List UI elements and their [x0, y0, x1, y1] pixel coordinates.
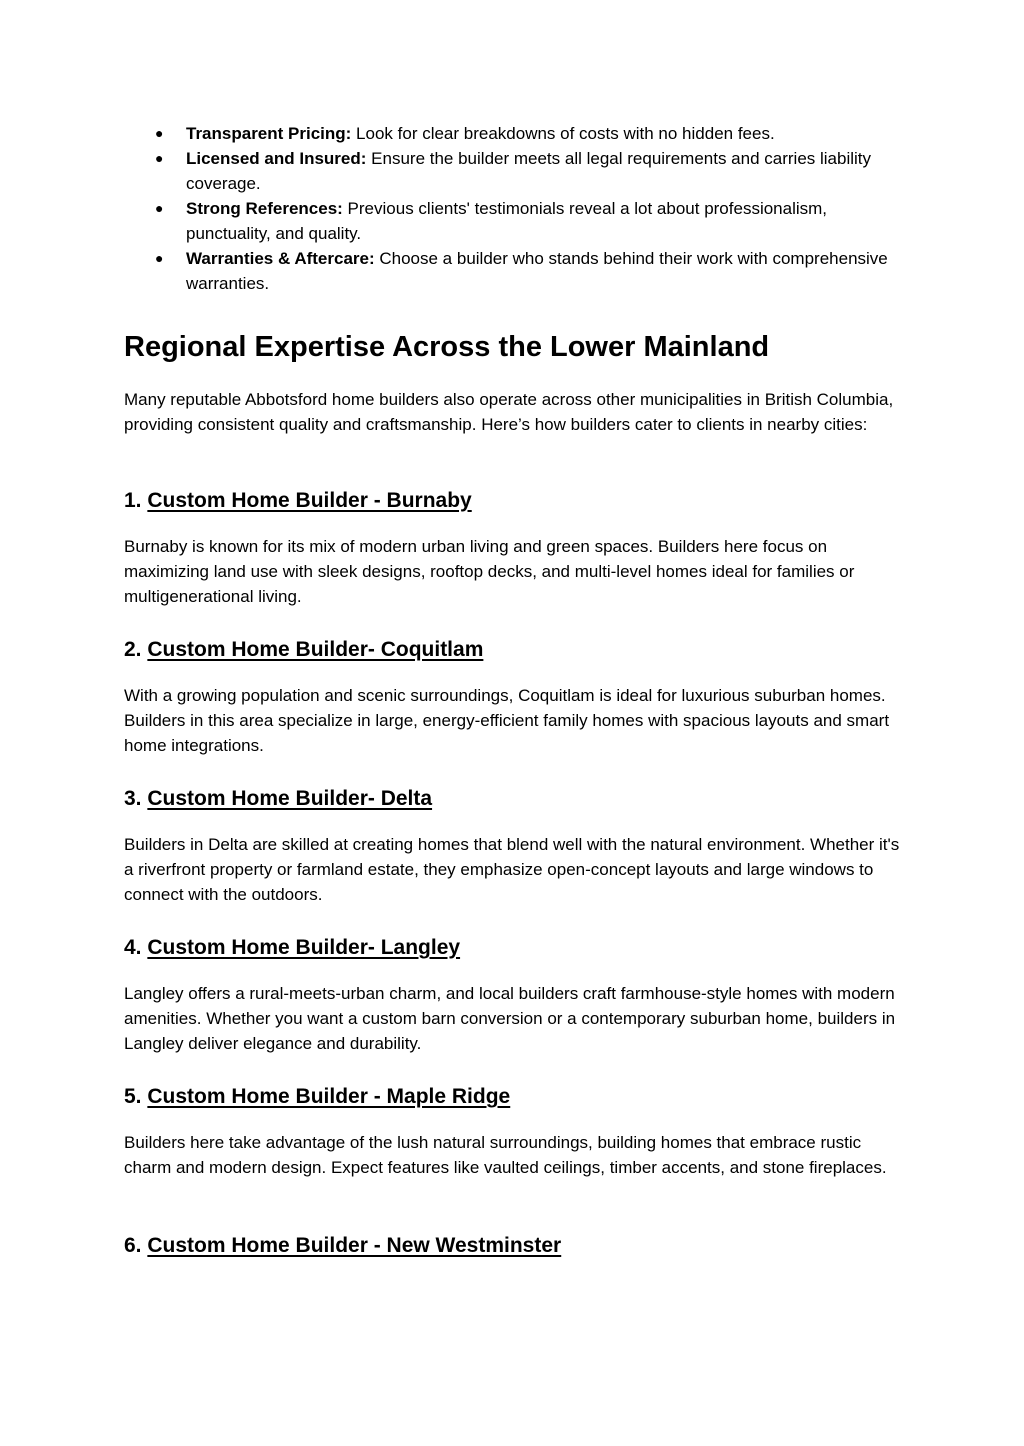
- city-number: 3.: [124, 787, 142, 810]
- city-number: 2.: [124, 638, 142, 661]
- city-description: With a growing population and scenic surroundings, Coquitlam is ideal for luxurious suburban homes. Builders in this area specialize in large, energy-efficient family homes with spacious layouts and smart home integrations.: [124, 686, 890, 755]
- bullet-icon: ●: [155, 125, 164, 141]
- city-heading: [124, 1231, 904, 1261]
- city-heading: [124, 1082, 904, 1112]
- bullet-icon: ●: [155, 200, 164, 216]
- city-link-burnaby[interactable]: Custom Home Builder - Burnaby: [147, 489, 472, 512]
- list-item-text: Choose a builder who stands behind their work with comprehensive warranties.: [186, 249, 888, 293]
- city-number: 1.: [124, 489, 142, 512]
- list-item-text: Look for clear breakdowns of costs with no hidden fees.: [351, 124, 775, 143]
- list-item-label: Strong References:: [186, 199, 343, 218]
- city-link-new-westminster[interactable]: Custom Home Builder - New Westminster: [147, 1234, 562, 1257]
- city-heading: [124, 486, 904, 516]
- list-item-label: Licensed and Insured:: [186, 149, 367, 168]
- city-link-coquitlam[interactable]: Custom Home Builder- Coquitlam: [147, 638, 484, 661]
- city-link-delta[interactable]: Custom Home Builder- Delta: [147, 787, 433, 810]
- list-item-text: Ensure the builder meets all legal requirements and carries liability coverage.: [186, 149, 872, 193]
- list-item: [124, 246, 904, 296]
- city-heading: [124, 784, 904, 814]
- list-item: [124, 121, 904, 146]
- city-heading: [124, 933, 904, 963]
- list-item: [124, 146, 904, 196]
- list-item-label: Transparent Pricing:: [186, 124, 352, 143]
- city-description: Burnaby is known for its mix of modern urban living and green spaces. Builders here focus on maximizing land use with sleek designs, rooftop decks, and multi-level homes ideal for families or multigenerational living.: [124, 537, 855, 606]
- bullet-icon: ●: [155, 150, 164, 166]
- section-heading: Regional Expertise Across the Lower Mainland: [124, 331, 770, 363]
- city-description: Builders in Delta are skilled at creating homes that blend well with the natural environment. Whether it's a riverfront property or farmland estate, they emphasize open-concept layouts and large windows to connect with the outdoors.: [124, 835, 900, 904]
- bullet-icon: ●: [155, 250, 164, 266]
- city-section-new-westminster: [124, 1231, 904, 1261]
- city-link-maple-ridge[interactable]: Custom Home Builder - Maple Ridge: [147, 1085, 511, 1108]
- city-number: 6.: [124, 1234, 142, 1257]
- city-number: 4.: [124, 936, 142, 959]
- intro-paragraph: Many reputable Abbotsford home builders also operate across other municipalities in British Columbia, providing consistent quality and craftsmanship. Here’s how builders cater to clients in nearby cities:: [124, 390, 894, 434]
- city-link-langley[interactable]: Custom Home Builder- Langley: [147, 936, 461, 959]
- city-section-burnaby: [124, 486, 904, 609]
- list-item-label: Warranties & Aftercare:: [186, 249, 375, 268]
- city-description: Builders here take advantage of the lush natural surroundings, building homes that embrace rustic charm and modern design. Expect features like vaulted ceilings, timber accents, and stone fireplaces.: [124, 1133, 887, 1177]
- city-description: Langley offers a rural-meets-urban charm, and local builders craft farmhouse-style homes with modern amenities. Whether you want a custom barn conversion or a contemporary suburban home, builders in Langley deliver elegance and durability.: [124, 984, 896, 1053]
- city-section-maple-ridge: [124, 1082, 904, 1180]
- city-heading: [124, 635, 904, 665]
- city-section-coquitlam: [124, 635, 904, 758]
- city-section-delta: [124, 784, 904, 907]
- criteria-list: [124, 121, 904, 296]
- list-item: [124, 196, 904, 246]
- city-number: 5.: [124, 1085, 142, 1108]
- city-section-langley: [124, 933, 904, 1056]
- list-item-text: Previous clients' testimonials reveal a lot about professionalism, punctuality, and quality.: [186, 199, 828, 243]
